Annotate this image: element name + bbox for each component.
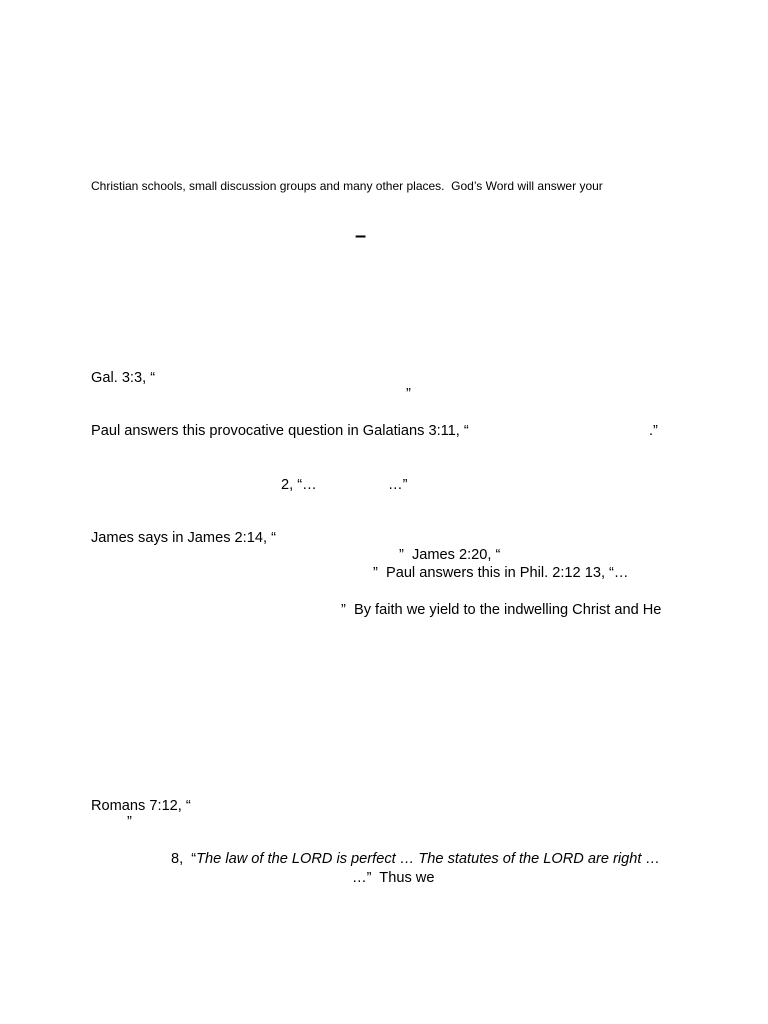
ref-two-open: 2, “… [281, 477, 317, 493]
psalm-prefix: 8, “ [171, 851, 197, 867]
james-intro-line: James says in James 2:14, “ [91, 530, 276, 546]
paul-question-line: Paul answers this provocative question in Galatians 3:11, “ [91, 423, 469, 439]
romans-reference: Romans 7:12, “ [91, 798, 191, 814]
james-220-line: ” James 2:20, “ [399, 547, 501, 563]
heading-dash: – [355, 225, 367, 247]
phil-reference-line: ” Paul answers this in Phil. 2:12 13, “… [373, 565, 629, 581]
romans-quote-close: ” [127, 814, 132, 830]
ref-two-close: …” [388, 477, 408, 493]
intro-line: Christian schools, small discussion groups and many other places. God’s Word will answer your [91, 179, 603, 193]
thus-we-line: …” Thus we [352, 870, 435, 886]
paul-question-close: .” [649, 423, 658, 439]
faith-line: ” By faith we yield to the indwelling Christ and He [341, 602, 662, 618]
gal-quote-close: ” [406, 386, 411, 402]
psalm-quote: The law of the LORD is perfect … The statutes of the LORD are right … [196, 851, 661, 867]
gal-reference: Gal. 3:3, “ [91, 370, 156, 386]
psalm-line [171, 851, 660, 868]
